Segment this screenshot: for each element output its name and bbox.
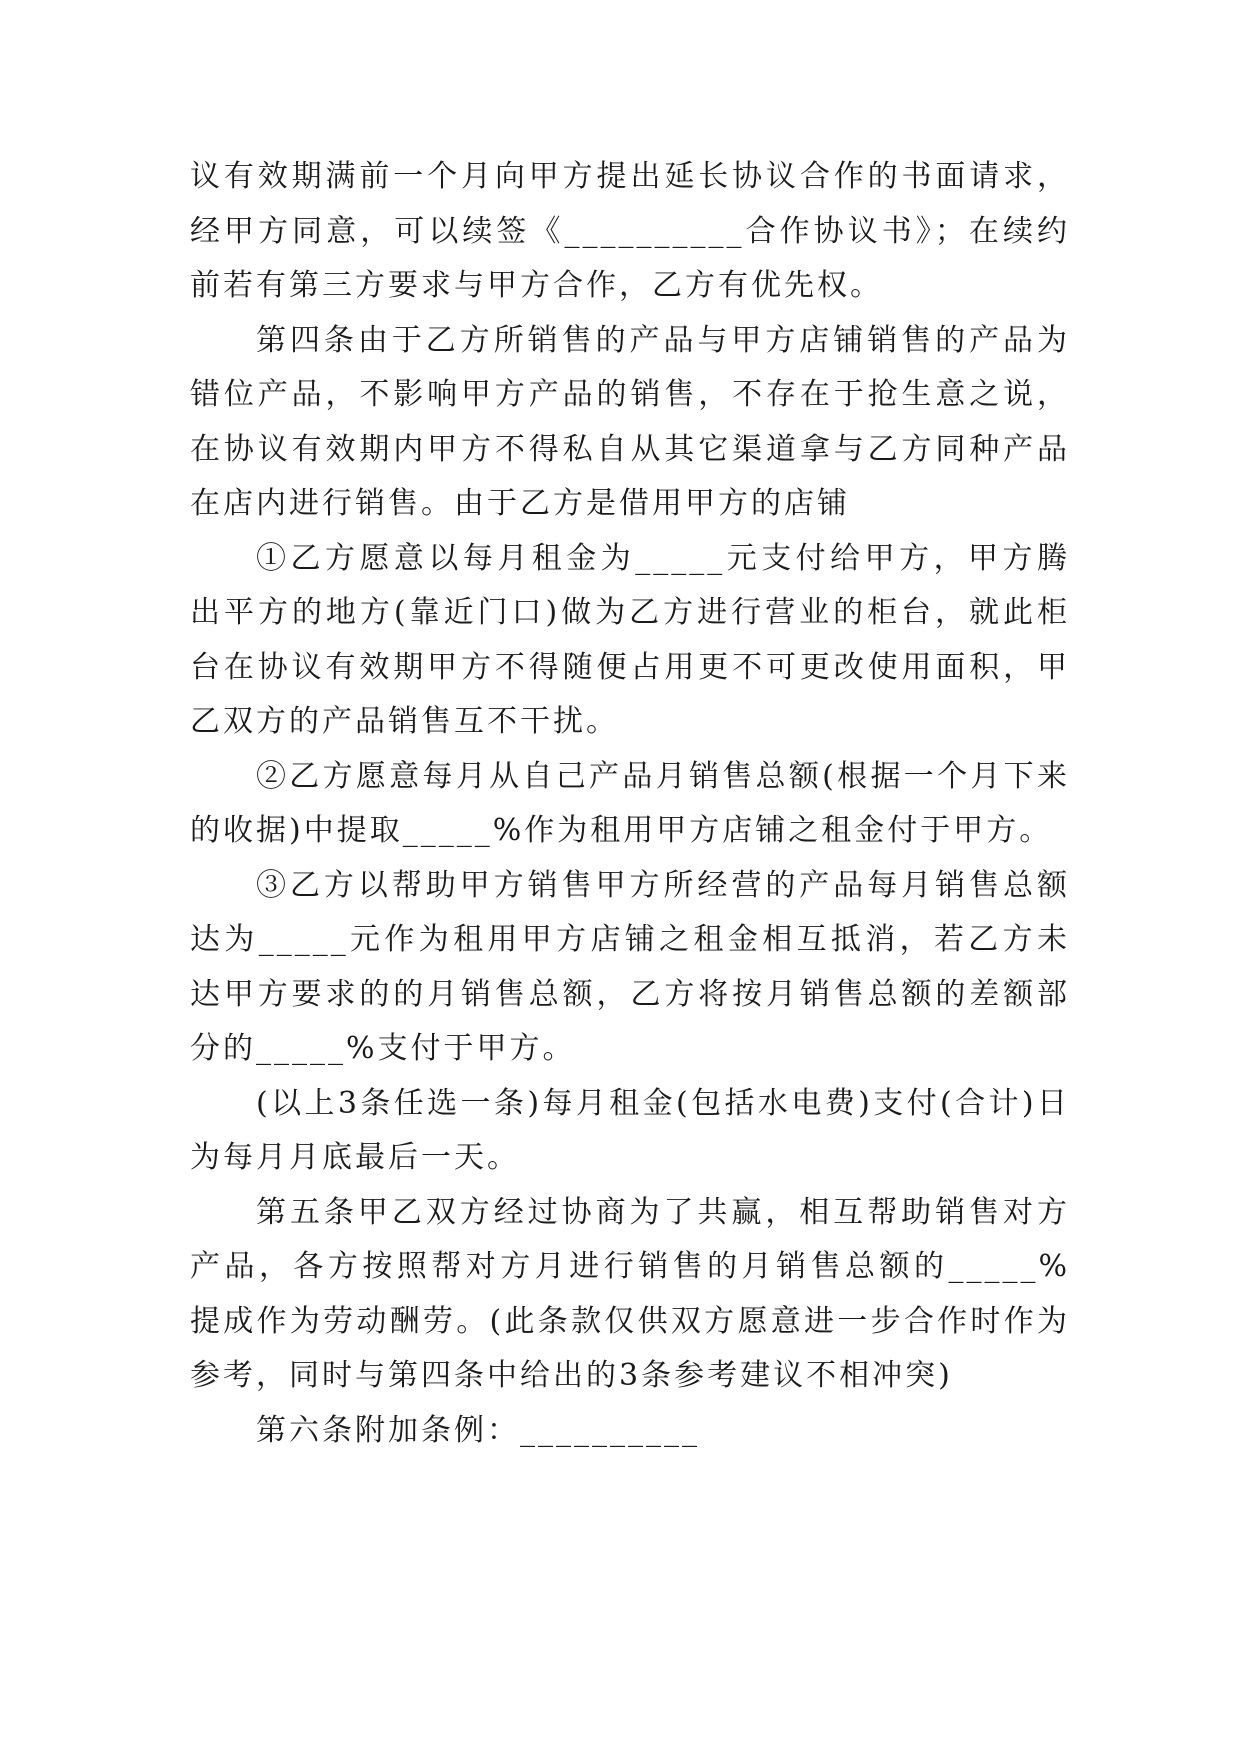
paragraph-article-5: 第五条甲乙双方经过协商为了共赢，相互帮助销售对方产品，各方按照帮对方月进行销售的月销售总额的_____%提成作为劳动酬劳。(此条款仅供双方愿意进一步合作时作为参考，同时与第四条中给出的3条参考建议不相冲突) bbox=[190, 1194, 1070, 1393]
paragraph-option-2: ②乙方愿意每月从自己产品月销售总额(根据一个月下来的收据)中提取_____%作为租用甲方店铺之租金付于甲方。 bbox=[190, 758, 1070, 848]
paragraph-option-3: ③乙方以帮助甲方销售甲方所经营的产品每月销售总额达为_____元作为租用甲方店铺之租金相互抵消，若乙方未达甲方要求的的月销售总额，乙方将按月销售总额的差额部分的_____%支付于甲方。 bbox=[190, 867, 1070, 1066]
paragraph-article-4: 第四条由于乙方所销售的产品与甲方店铺销售的产品为错位产品，不影响甲方产品的销售，不存在于抢生意之说，在协议有效期内甲方不得私自从其它渠道拿与乙方同种产品在店内进行销售。由于乙方是借用甲方的店铺 bbox=[190, 322, 1070, 521]
paragraph-rent-payment: (以上3条任选一条)每月租金(包括水电费)支付(合计)日为每月月底最后一天。 bbox=[190, 1085, 1070, 1175]
paragraph-option-1: ①乙方愿意以每月租金为_____元支付给甲方，甲方腾出平方的地方(靠近门口)做为乙方进行营业的柜台，就此柜台在协议有效期甲方不得随便占用更不可更改使用面积，甲乙双方的产品销售互不干扰。 bbox=[190, 540, 1070, 739]
paragraph-article-6: 第六条附加条例：__________ bbox=[256, 1412, 700, 1448]
document-body bbox=[190, 150, 1070, 1458]
paragraph-continuation: 议有效期满前一个月向甲方提出延长协议合作的书面请求，经甲方同意，可以续签《__________合作协议书》；在续约前若有第三方要求与甲方合作，乙方有优先权。 bbox=[190, 159, 1070, 303]
